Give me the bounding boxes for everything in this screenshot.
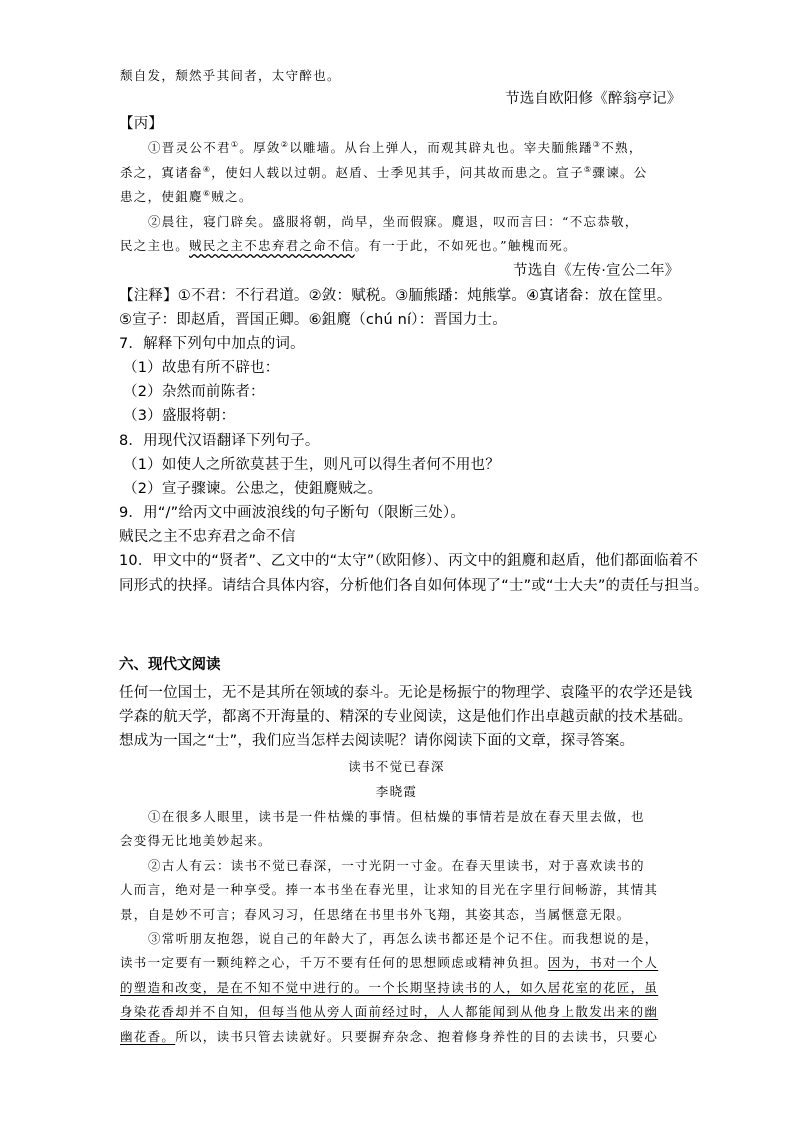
article-line: 会变得无比地美妙起来。 bbox=[120, 833, 272, 848]
article-line: ②古人有云：读书不觉已春深，一寸光阴一寸金。在春天里读书，对于喜欢读书的 bbox=[148, 858, 645, 873]
question-item: （2）宣子骤谏。公患之，使鉏麑贼之。 bbox=[123, 481, 383, 497]
article-line: ③常听朋友抱怨，说自己的年龄大了，再怎么读书都还是个记不住。而我想说的是， bbox=[148, 931, 659, 946]
underlined-sentence: 幽花香。 bbox=[120, 1029, 176, 1044]
source-citation: 节选自《左传·宣公二年》 bbox=[513, 263, 680, 279]
wavy-underlined-sentence: 贼民之主不忠弃君之命不信 bbox=[189, 238, 355, 253]
intro-line: 任何一位国士，无不是其所在领域的泰斗。无论是杨振宁的物理学、袁隆平的农学还是钱 bbox=[119, 685, 693, 701]
question-10: 同形式的抉择。请结合具体内容，分析他们各自如何体现了“士”或“士大夫”的责任与担当。 bbox=[119, 578, 709, 594]
article-line: ①在很多人眼里，读书是一件枯燥的事情。但枯燥的事情若是放在春天里去做，也 bbox=[148, 809, 645, 824]
article-title: 读书不觉已春深 bbox=[348, 759, 445, 774]
article-line: 人而言，绝对是一种享受。捧一本书坐在春光里，让求知的目光在字里行间畅游，其情其 bbox=[120, 882, 659, 897]
question-9-sentence: 贼民之主不忠弃君之命不信 bbox=[119, 529, 296, 545]
classical-text-line: ②晨往，寝门辟矣。盛服将朝，尚早，坐而假寐。麑退，叹而言曰：“不忘恭敬， bbox=[148, 214, 639, 229]
classical-text-line: 民之主也。贼民之主不忠弃君之命不信。有一于此，不如死也。”触槐而死。 bbox=[120, 238, 577, 253]
article-author: 李晓霞 bbox=[375, 784, 418, 799]
article-line: 幽花香。所以，读书只管去读就好。只要摒弃杂念、抱着修身养性的目的去读书，只要心 bbox=[120, 1029, 659, 1044]
article-line: 身染花香却并不自知，但每当他从旁人面前经过时，人人都能闻到从他身上散发出来的幽 bbox=[120, 1004, 659, 1019]
question-item: （2）杂然而前陈者： bbox=[123, 384, 265, 400]
question-7: 7．解释下列句中加点的词。 bbox=[119, 336, 305, 352]
question-item: （1）故患有所不辟也： bbox=[123, 360, 280, 376]
notes-line: ⑤宣子：即赵盾，晋国正卿。⑥鉏麑（chú ní）：晋国力士。 bbox=[119, 312, 507, 328]
question-9: 9．用“/”给丙文中画波浪线的句子断句（限断三处）。 bbox=[119, 505, 466, 521]
source-citation: 节选自欧阳修《醉翁亭记》 bbox=[505, 91, 682, 107]
article-line bbox=[120, 978, 658, 998]
intro-line: 想成为一国之“士”，我们应当怎样去阅读呢？请你阅读下面的文章，探寻答案。 bbox=[119, 733, 635, 749]
question-item: （1）如使人之所欲莫甚于生，则凡可以得生者何不用也？ bbox=[123, 457, 500, 473]
article-line: 读书一定要有一颗纯粹之心，千万不要有任何的思想顾虑或精神负担。因为，书对一个人 bbox=[120, 955, 659, 970]
classical-text-line: 杀之，寘诸畚④，使妇人载以过朝。赵盾、士季见其手，问其故而患之。宣子⑤骤谏。公 bbox=[120, 164, 648, 180]
notes-line: 【注释】①不君：不行君道。②敛：赋税。③胹熊蹯：炖熊掌。④寘诸畚：放在筐里。 bbox=[119, 288, 672, 304]
intro-line: 学森的航天学，都离不开海量的、精深的专业阅读，这是他们作出卓越贡献的技术基础。 bbox=[119, 709, 693, 725]
underlined-sentence: 一个长期坚持读书的人，如久居花室的花匠，虽 bbox=[368, 980, 659, 995]
classical-text-line: 患之，使鉏麑⑥贼之。 bbox=[120, 188, 253, 204]
question-10: 10．甲文中的“贤者”、乙文中的“太守”（欧阳修）、丙文中的鉏麑和赵盾，他们都面临着不 bbox=[119, 553, 699, 569]
question-item: （3）盛服将朝： bbox=[123, 408, 236, 424]
classical-text-line: ①晋灵公不君①。厚敛②以雕墙。从台上弹人，而观其辟丸也。宰夫胹熊蹯③不熟， bbox=[148, 139, 643, 155]
text-line: 颓自发，颓然乎其间者，太守醉也。 bbox=[120, 68, 341, 83]
article-line: 景，自是妙不可言；春风习习，任思绪在书里书外飞翔，其姿其态，当属惬意无限。 bbox=[120, 907, 631, 922]
section-label: 【丙】 bbox=[119, 116, 164, 132]
question-8: 8．用现代汉语翻译下列句子。 bbox=[119, 433, 320, 449]
section-heading: 六、现代文阅读 bbox=[119, 657, 221, 673]
underlined-sentence: 因为，书对一个人 bbox=[547, 955, 659, 970]
underlined-sentence: 的塑造和改变，是在不知不觉中进行的。 bbox=[120, 980, 369, 995]
